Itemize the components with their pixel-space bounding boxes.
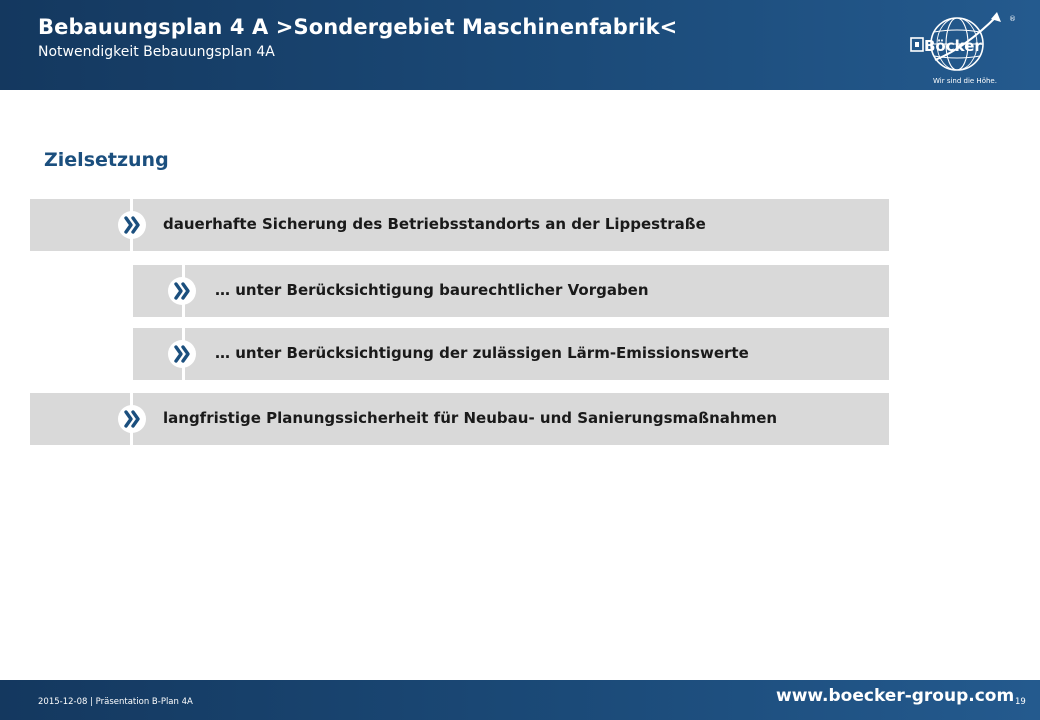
goal-text: langfristige Planungssicherheit für Neubau- und Sanierungsmaßnahmen: [163, 409, 778, 427]
svg-text:®: ®: [1009, 15, 1016, 23]
goal-text: … unter Berücksichtigung baurechtlicher Vorgaben: [215, 281, 649, 299]
goal-item-4: [30, 393, 889, 445]
company-logo[interactable]: [905, 8, 1017, 86]
page-title: Bebauungsplan 4 A >Sondergebiet Maschinenfabrik<: [38, 15, 678, 39]
section-heading: Zielsetzung: [44, 149, 169, 171]
page-subtitle: Notwendigkeit Bebauungsplan 4A: [38, 44, 275, 60]
double-chevron-icon: [168, 340, 196, 368]
footer-bar: [0, 680, 1040, 720]
header-bar: [0, 0, 1040, 90]
double-chevron-icon: [118, 405, 146, 433]
page-number: 19: [1015, 697, 1026, 707]
logo-wordmark: Böcker: [924, 37, 982, 55]
goal-text: dauerhafte Sicherung des Betriebsstandorts an der Lippestraße: [163, 215, 706, 233]
goal-text: … unter Berücksichtigung der zulässigen Lärm-Emissionswerte: [215, 344, 749, 362]
globe-logo-icon: [905, 8, 1017, 86]
double-chevron-icon: [118, 211, 146, 239]
footer-date-label: 2015-12-08 | Präsentation B-Plan 4A: [38, 697, 193, 707]
website-link[interactable]: www.boecker-group.com: [776, 686, 1015, 706]
goal-item-2: [133, 265, 889, 317]
goal-item-3: [133, 328, 889, 380]
logo-tagline: Wir sind die Höhe.: [933, 77, 997, 85]
goal-item-1: [30, 199, 889, 251]
double-chevron-icon: [168, 277, 196, 305]
